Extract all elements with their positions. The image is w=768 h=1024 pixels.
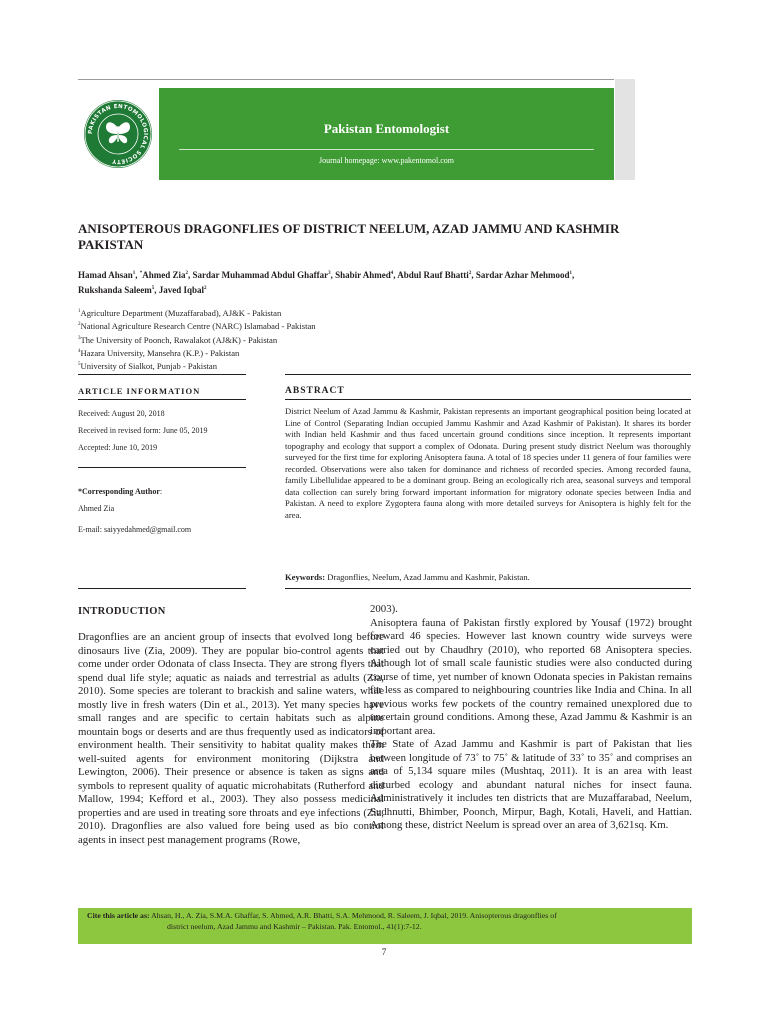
banner-divider bbox=[179, 149, 594, 150]
intro-left-column bbox=[78, 631, 384, 847]
accepted-date: Accepted: June 10, 2019 bbox=[78, 443, 158, 452]
header-grey-block bbox=[615, 79, 635, 180]
author-name: Sardar Azhar Mehmood bbox=[475, 270, 570, 280]
info-top-rule bbox=[78, 374, 246, 375]
affiliation-item: $^2$National Agriculture Research Centre (NARC) Islamabad - Pakistan bbox=[78, 321, 316, 332]
header-top-rule bbox=[78, 79, 614, 80]
abstract-top-rule bbox=[285, 374, 691, 375]
affiliation-item: $^4$Hazara University, Mansehra (K.P.) - Pakistan bbox=[78, 347, 240, 358]
affiliation-item: $^1$Agriculture Department (Muzaffarabad), AJ&K - Pakistan bbox=[78, 307, 282, 318]
author-name: Ahmed Zia bbox=[142, 270, 186, 280]
journal-name: Pakistan Entomologist bbox=[323, 121, 450, 136]
affiliation-item: $^5$University of Sialkot, Punjab - Pakistan bbox=[78, 361, 218, 372]
author-name: Shabir Ahmed bbox=[335, 270, 391, 280]
intro-paragraph: The State of Azad Jammu and Kashmir is part of Pakistan that lies between longitude of 73˚ to 75˚ & latitude of 33˚ to 35˚ and comprises an area of 5,134 square miles (Mushtaq, 2011). It is an area with least disturbed ecology and abundant natural niches for insect fauna. Administratively it includes ten districts that are Muzaffarabad, Neelum, Sudhnutti, Bhimber, Poonch, Mirpur, Bagh, Kotali, Haveli, and Hattian. Among these, district Neelum is spread over an area of 3,621sq. Km. bbox=[370, 738, 692, 831]
abstract-bottom-rule bbox=[285, 588, 691, 589]
intro-paragraph: Anisoptera fauna of Pakistan firstly explored by Yousaf (1972) brought forward 46 species. However last known country wide surveys were carried out by Chaudhry (2010), who reported 68 Anisoptera species. Although lot of small scale faunistic studies were also conducted during course of time, yet number of known Odonata species in Pakistan remains far less as compared to neighbouring countries like India and China. In all previous works few pockets of the country remained unexplored due to uncertain ground conditions. Among these, Azad Jammu & Kashmir is an important area. bbox=[370, 616, 692, 737]
citation-label: Cite this article as: bbox=[87, 911, 150, 920]
journal-homepage[interactable]: Journal homepage: www.pakentomol.com bbox=[318, 156, 454, 165]
affiliation-item: $^3$The University of Poonch, Rawalakot (AJ&K) - Pakistan bbox=[78, 334, 278, 345]
journal-banner bbox=[159, 88, 614, 180]
keywords: Keywords: Dragonflies, Neelum, Azad Jammu and Kashmir, Pakistan. bbox=[285, 572, 530, 582]
abstract-heading: ABSTRACT bbox=[285, 386, 345, 396]
affiliation-list bbox=[78, 306, 698, 373]
abstract-head-rule bbox=[285, 399, 691, 400]
intro-paragraph: Dragonflies are an ancient group of insects that evolved long before dinosaurs live (Zia, 2009). They are popular bio-control agents that come under order Odonata of class Insecta. They are strong flyers that spend dual life style; aquatic as naiads and terrestrial as adults (Zia, 2010). Some species are tolerant to brackish and saline waters, while mostly live in fresh waters (Din et al., 2013). Yet many species have small ranges and are specific to certain habitats such as alpine mountain bogs or deserts and are thus frequently used as indicators of environment health. Their sensitivity to habitat quality makes them well-suited agents for environment monitoring (Dijkstra and Lewington, 2006). Their presence or absence is taken as signs and symbols to represent quality of aquatic microhabitats (Rutherford and Mallow, 1994; Kefford et al., 2003). They also possess medicinal properties and are used in treating sore throats and eye infections (Zia, 2010). Dragonflies are also valued fore being used as bio control agents in insect pest management programs (Rowe, bbox=[78, 631, 384, 846]
author-list: Hamad Ahsan$^1$, *Ahmed Zia$^2$, Sardar Muhammad Abdul Ghaffar$^3$, Shabir Ahmed$^4$, Abdul Rauf Bhatti$^2$, Sardar Azhar Mehmood$^1$, Rukshanda Saleem$^5$, Javed Iqbal$^2$ bbox=[78, 270, 575, 295]
citation-box: Cite this article as: Ahsan, H., A. Zia, S.M.A. Ghaffar, S. Ahmed, A.R. Bhatti, S.A. Mehmood, R. Saleem, J. Iqbal, 2019. Anisopterous dragonflies of district neelum, Azad Jammu and Kashmir – Pakistan. Pak. Entomol., 41(1):7-12. bbox=[78, 908, 692, 944]
introduction-heading: INTRODUCTION bbox=[78, 606, 166, 617]
info-bottom-rule bbox=[78, 588, 246, 589]
society-logo bbox=[78, 88, 158, 180]
corresponding-author-label: *Corresponding Author: bbox=[78, 487, 163, 496]
author-name: Abdul Rauf Bhatti bbox=[397, 270, 469, 280]
author-name: Hamad Ahsan bbox=[78, 270, 133, 280]
author-name: Rukshanda Saleem bbox=[78, 285, 152, 295]
intro-paragraph: 2003). bbox=[370, 603, 398, 615]
page-number: 7 bbox=[381, 948, 387, 958]
info-mid-rule bbox=[78, 467, 246, 468]
intro-right-column bbox=[370, 603, 692, 833]
author-name: Javed Iqbal bbox=[158, 285, 205, 295]
logo-ring-text: PAKISTAN ENTOMOLOGICAL SOCIETY bbox=[87, 103, 149, 165]
corresponding-author-name: Ahmed Zia bbox=[78, 504, 115, 513]
revised-date: Received in revised form: June 05, 2019 bbox=[78, 426, 208, 435]
author-name: Sardar Muhammad Abdul Ghaffar bbox=[192, 270, 329, 280]
paper-title: ANISOPTEROUS DRAGONFLIES OF DISTRICT NEELUM, AZAD JAMMU AND KASHMIR PAKISTAN bbox=[78, 221, 620, 252]
corresponding-email[interactable]: E-mail: saiyyedahmed@gmail.com bbox=[78, 525, 192, 534]
info-head-rule bbox=[78, 399, 246, 400]
received-date: Received: August 20, 2018 bbox=[78, 409, 165, 418]
article-info-heading: ARTICLE INFORMATION bbox=[78, 386, 201, 396]
abstract-text: District Neelum of Azad Jammu & Kashmir, Pakistan represents an important geographical position being located at Line of Control (Separating Indian occupied Jammu Kashmir and Azad Kashmir of Pakistan). It shares its border with Indian held Kashmir and thus faced uncertain ground conditions since inception. It represents important topography and ecology that support a complex of Odonata. During present study district Neelum was thoroughly surveyed for the first time for exploring Anisoptera fauna. A total of 18 species under 11 genera of four families were recorded. Observations were also taken for dominance and richness of recorded species. Among recorded fauna, family Libellulidae appeared to be a dominant group. Being an ecologically rich area, seasonal surveys and temporal data collection can surely bring forward important information for migratory odonate species between India and Pakistan. A need to explore Zygoptera fauna along with more detailed surveys for Anisoptera is highly felt for the area. bbox=[285, 406, 691, 520]
